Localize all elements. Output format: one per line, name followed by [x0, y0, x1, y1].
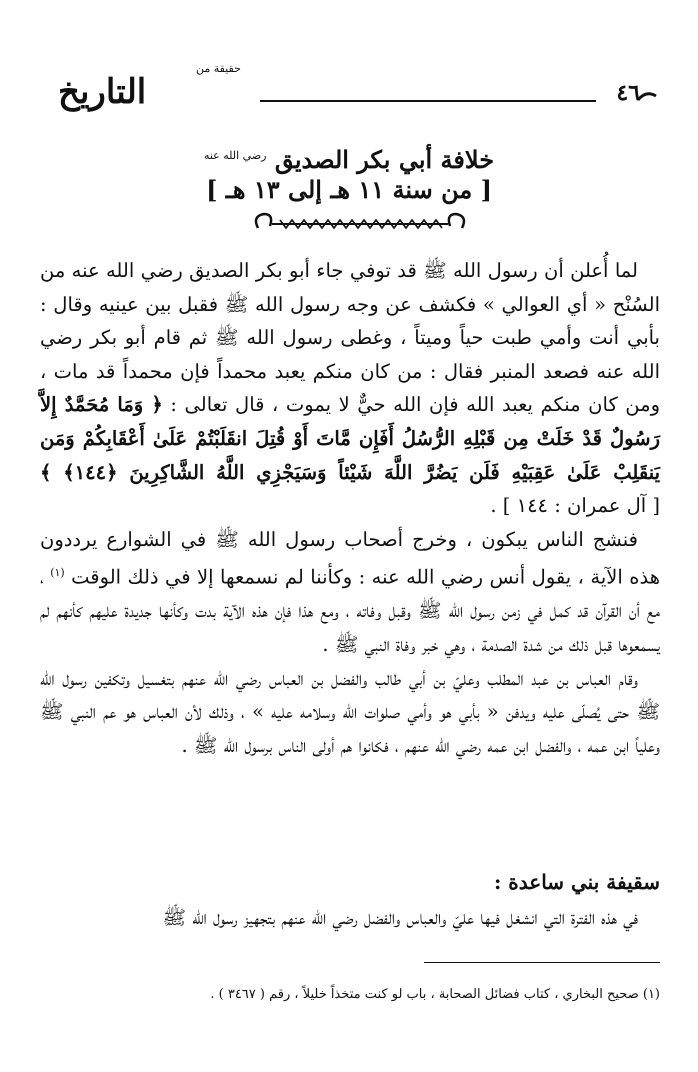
chapter-title-text: خلافة أبي بكر الصديق — [274, 145, 495, 174]
decorative-divider-icon — [250, 206, 470, 242]
paragraph-2-rest: ، مع أن القرآن قد كمل في زمن رسول الله ﷺ وقبل وفاته ، ومع هذا فإن هذه الآية بدت وكأنها جديدة عليهم كأنهم لم يسمعوها قبل ذلك من شدة الصدمة ، وهي خبر وفاة النبي ﷺ . — [40, 565, 660, 657]
paragraph-2 — [40, 523, 660, 662]
footnote-marker: (١) — [50, 566, 65, 580]
book-title: التاريخ — [58, 72, 147, 112]
paragraph-1-text: لما أُعلن أن رسول الله ﷺ قد توفي جاء أبو بكر الصديق رضي الله عنه من السُنْح « أي العوالي » فكشف عن وجه رسول الله ﷺ فقبل بين عينيه وقال : بأبي أنت وأمي طبت حياً وميتاً ، وغطى رسول الله ﷺ ثم قام أبو بكر رضي الله عنه فصعد المنبر فقال : من كان منكم يعبد محمداً فإن محمداً قد مات ، ومن كان منكم يعبد الله فإن الله حيٌّ لا يموت ، قال تعالى : — [40, 259, 660, 417]
header-swash-icon — [636, 86, 658, 106]
quran-reference: [ آل عمران : ١٤٤ ] . — [490, 494, 660, 518]
section-text — [40, 902, 660, 934]
header-rule — [260, 100, 596, 102]
quran-verse: ﴿ وَمَا مُحَمَّدٌ إِلاَّ رَسُولٌ قَدْ خَلَتْ مِن قَبْلِهِ الرُّسُلُ أَفَإِن مَّاتَ أَوْ قُتِلَ انقَلَبْتُمْ عَلَىٰ أَعْقَابِكُمْ وَمَن يَنقَلِبْ عَلَىٰ عَقِبَيْهِ فَلَن يَضُرَّ اللَّهَ شَيْئاً وَسَيَجْزِي اللَّهُ الشَّاكِرِينَ ﴿١٤٤﴾ ﴾ — [40, 393, 661, 484]
section-paragraph-1: في هذه الفترة التي انشغل فيها عليّ والعباس والفضل رضي الله عنهم بتجهيز رسول الله ﷺ — [162, 906, 638, 929]
paragraph-3: وقام العباس بن عبد المطلب وعليّ بن أبي طالب والفضل بن العباس رضي الله عنهم بتغسيل وتكفين رسول الله ﷺ حتى يُصلّى عليه ويدفن « بأبي هو وأمي صلوات الله وسلامه عليه » ، وذلك لأن العباس هو عم النبي ﷺ وعلياً ابن عمه ، والفضل ابن عمه رضي الله عنهم ، فكانوا هم أولى الناس برسول الله ﷺ . — [40, 666, 660, 757]
chapter-subtitle: [ من سنة ١١ هـ إلى ١٣ هـ ] — [206, 175, 492, 204]
running-header — [48, 62, 658, 122]
book-title-logo — [48, 62, 258, 118]
paragraph-2-text: فنشج الناس يبكون ، وخرج أصحاب رسول الله ﷺ في الشوارع يرددون هذه الآية ، يقول أنس رضي الله عنه : وكأننا لم نسمعها إلا في ذلك الوقت — [40, 527, 660, 589]
page-number: ٤٦ — [616, 80, 640, 106]
section-heading: سقيفة بني ساعدة : — [493, 870, 660, 894]
footnote: (١) صحيح البخاري ، كتاب فضائل الصحابة ، باب لو كنت متخذاً خليلاً ، رقم ( ٣٤٦٧ ) . — [210, 987, 660, 1002]
footnote-rule — [424, 962, 660, 963]
book-title-small: حقيقة من — [196, 62, 241, 75]
main-text — [40, 254, 660, 762]
chapter-title-honorific: رضي الله عنه — [203, 149, 267, 162]
paragraph-1 — [40, 254, 660, 523]
